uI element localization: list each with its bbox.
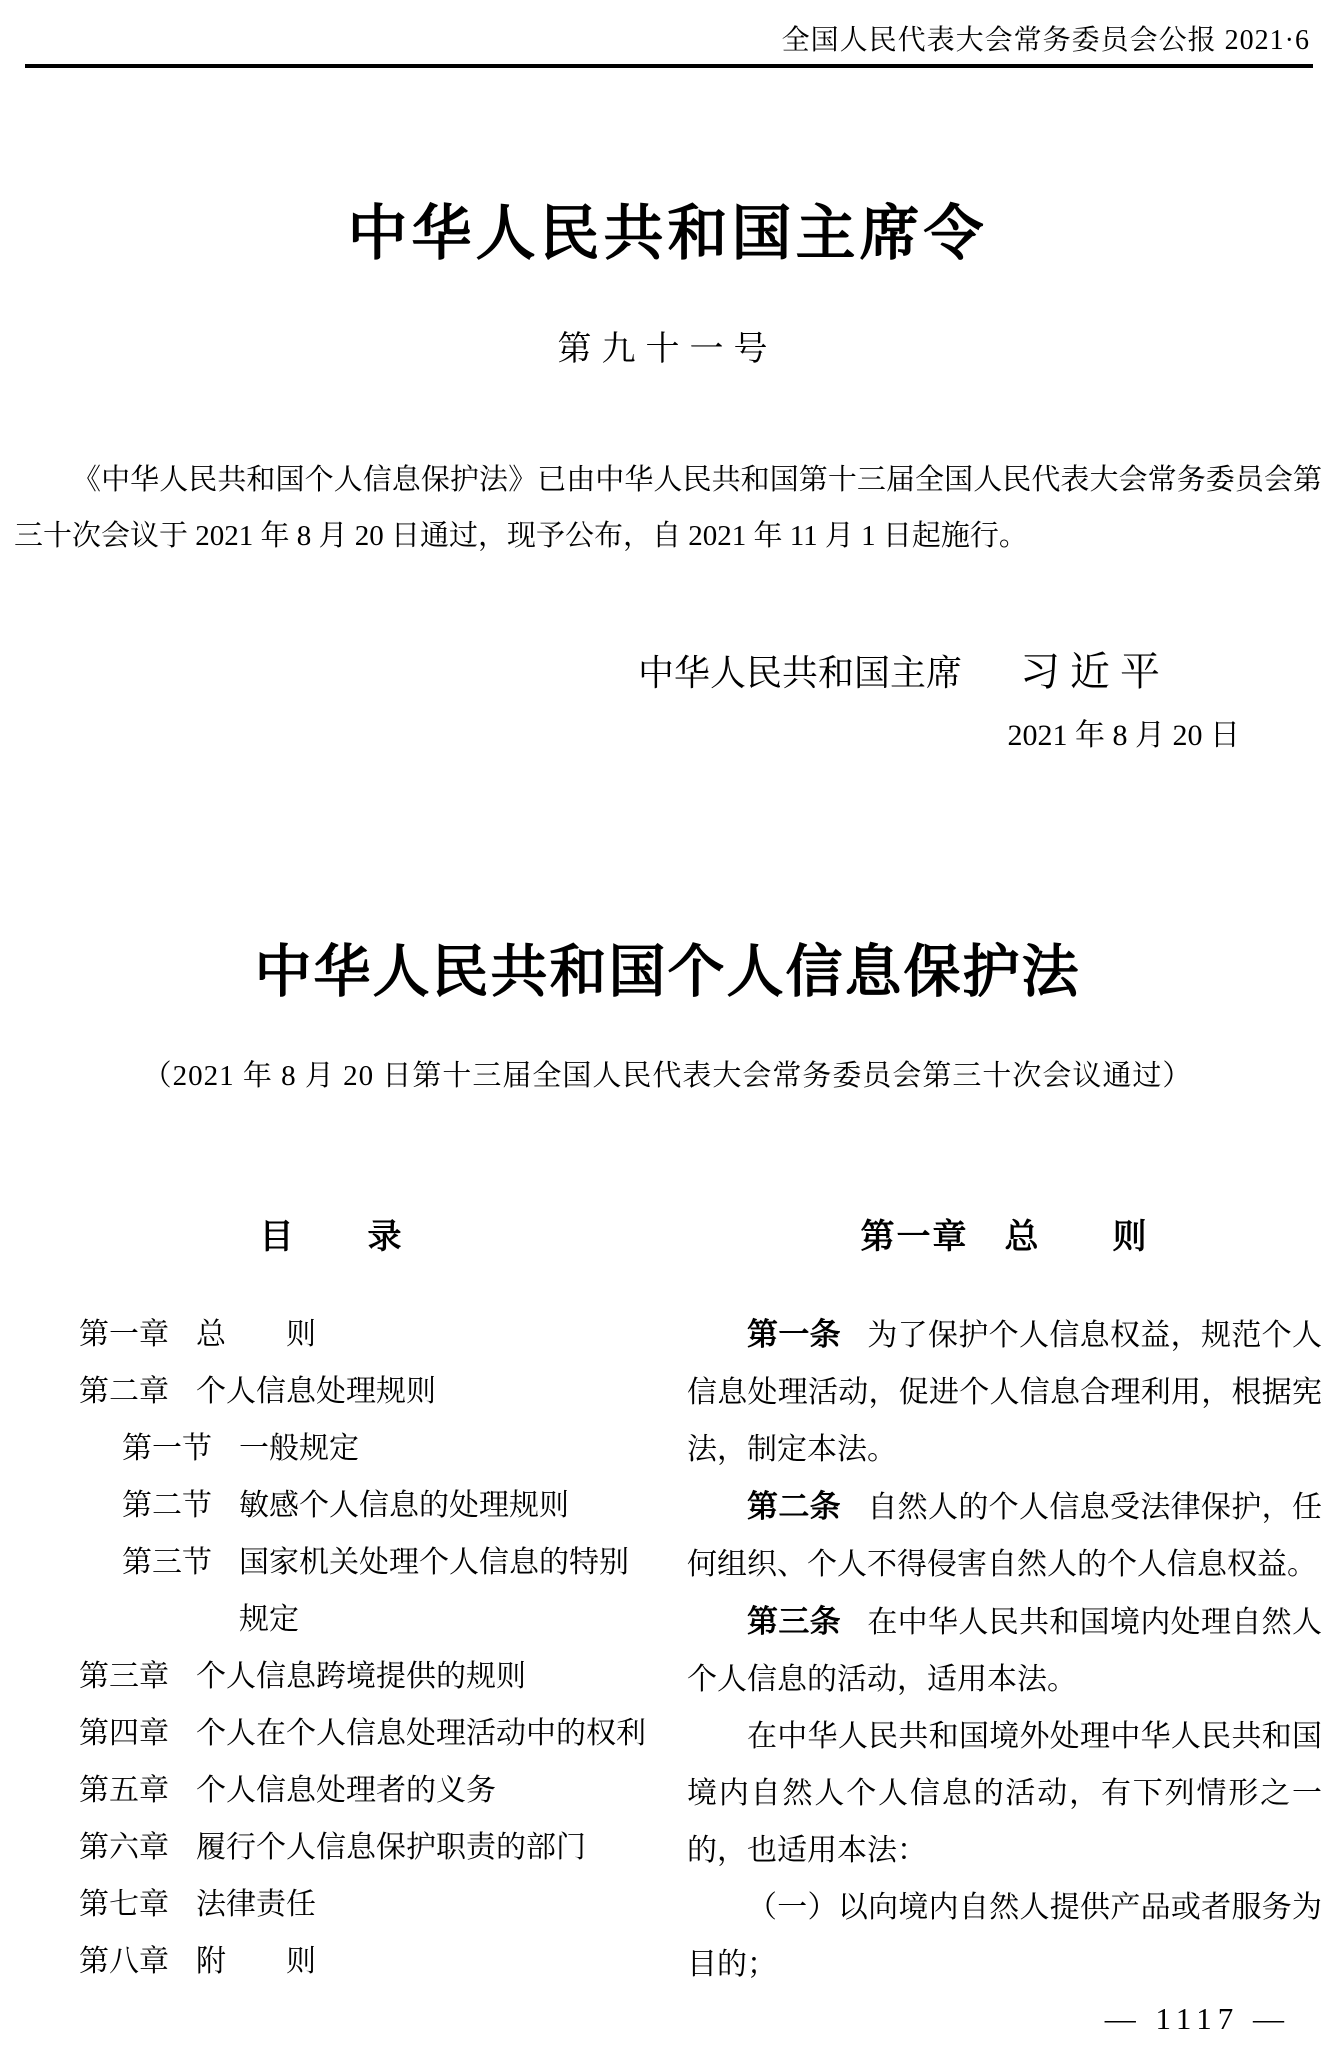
law-adoption-note: （2021 年 8 月 20 日第十三届全国人民代表大会常务委员会第三十次会议通过） [142, 1060, 1193, 1092]
toc-item-title: 总 则 [196, 1318, 316, 1351]
toc-item [14, 1420, 649, 1477]
toc-item-label: 第三章 [79, 1660, 169, 1693]
page-number: — 1117 — [1104, 2001, 1290, 2036]
toc-item-title: 法律责任 [196, 1888, 316, 1921]
toc-item-title: 附 则 [196, 1945, 316, 1978]
article-number: 第一条 [747, 1317, 841, 1352]
toc-item-title: 个人在个人信息处理活动中的权利 [196, 1717, 646, 1750]
toc-item-title: 敏感个人信息的处理规则 [239, 1489, 569, 1522]
toc-item-label: 第二章 [79, 1375, 169, 1408]
article-paragraph: 在中华人民共和国境外处理中华人民共和国境内自然人个人信息的活动，有下列情形之一的，也适用本法： [687, 1720, 1322, 1867]
toc-item-title: 个人信息处理规则 [196, 1375, 436, 1408]
article-number: 第三条 [747, 1604, 841, 1639]
presidential-order-body: 《中华人民共和国个人信息保护法》已由中华人民共和国第十三届全国人民代表大会常务委员会第三十次会议于 2021 年 8 月 20 日通过，现予公布，自 2021 年 11 月 1 日起施行。 [14, 464, 1322, 552]
law-title: 中华人民共和国个人信息保护法 [254, 941, 1081, 1004]
toc-item-label: 第一节 [122, 1432, 212, 1465]
toc-item [14, 1705, 649, 1762]
toc-item [14, 1306, 649, 1363]
masthead-rule [25, 64, 1313, 68]
toc-item-label: 第三节 [122, 1546, 212, 1579]
article-paragraph: 第二条 自然人的个人信息受法律保护，任何组织、个人不得侵害自然人的个人信息权益。 [687, 1489, 1323, 1581]
chapter-one-heading: 第一章 总 则 [860, 1218, 1149, 1256]
toc-item [14, 1648, 649, 1705]
toc-item-label: 第八章 [79, 1945, 169, 1978]
toc-item [14, 1876, 649, 1933]
article-number: 第二条 [747, 1489, 841, 1524]
toc-item-title: 国家机关处理个人信息的特别规定 [239, 1546, 629, 1636]
signature-line [638, 648, 1160, 697]
signature-title: 中华人民共和国主席 [637, 653, 962, 693]
toc-item [14, 1933, 649, 1990]
toc-heading: 目 录 [259, 1218, 404, 1256]
toc-column [14, 1208, 649, 1993]
signature-date: 2021 年 8 月 20 日 [1007, 719, 1240, 752]
toc-item-label: 第六章 [79, 1831, 169, 1864]
toc-item-label: 第二节 [122, 1489, 212, 1522]
toc-item-label: 第一章 [79, 1318, 169, 1351]
chapter-one-body [687, 1306, 1322, 1993]
toc-item [14, 1762, 649, 1819]
article-paragraph: （一）以向境内自然人提供产品或者服务为目的； [687, 1891, 1322, 1981]
toc-item-title: 一般规定 [239, 1432, 359, 1465]
toc-item-label: 第七章 [79, 1888, 169, 1921]
article-paragraph: 第一条 为了保护个人信息权益，规范个人信息处理活动，促进个人信息合理利用，根据宪法，制定本法。 [687, 1317, 1323, 1466]
toc-item-title: 个人信息跨境提供的规则 [196, 1660, 526, 1693]
article-paragraph: 第三条 在中华人民共和国境内处理自然人个人信息的活动，适用本法。 [687, 1604, 1323, 1696]
toc-list [14, 1306, 649, 1990]
toc-item-title: 个人信息处理者的义务 [196, 1774, 496, 1807]
toc-item-label: 第五章 [79, 1774, 169, 1807]
toc-item [14, 1534, 649, 1648]
toc-item [14, 1477, 649, 1534]
toc-item-label: 第四章 [79, 1717, 169, 1750]
two-column-area [14, 1208, 1322, 1993]
signature-name: 习 近 平 [1020, 649, 1160, 694]
presidential-order-title: 中华人民共和国主席令 [347, 201, 988, 267]
toc-item [14, 1363, 649, 1420]
toc-item-title: 履行个人信息保护职责的部门 [196, 1831, 586, 1864]
toc-item [14, 1819, 649, 1876]
presidential-order-number: 第九十一号 [557, 331, 778, 368]
chapter-one-column [687, 1208, 1322, 1993]
masthead-text: 全国人民代表大会常务委员会公报 2021·6 [781, 25, 1310, 56]
